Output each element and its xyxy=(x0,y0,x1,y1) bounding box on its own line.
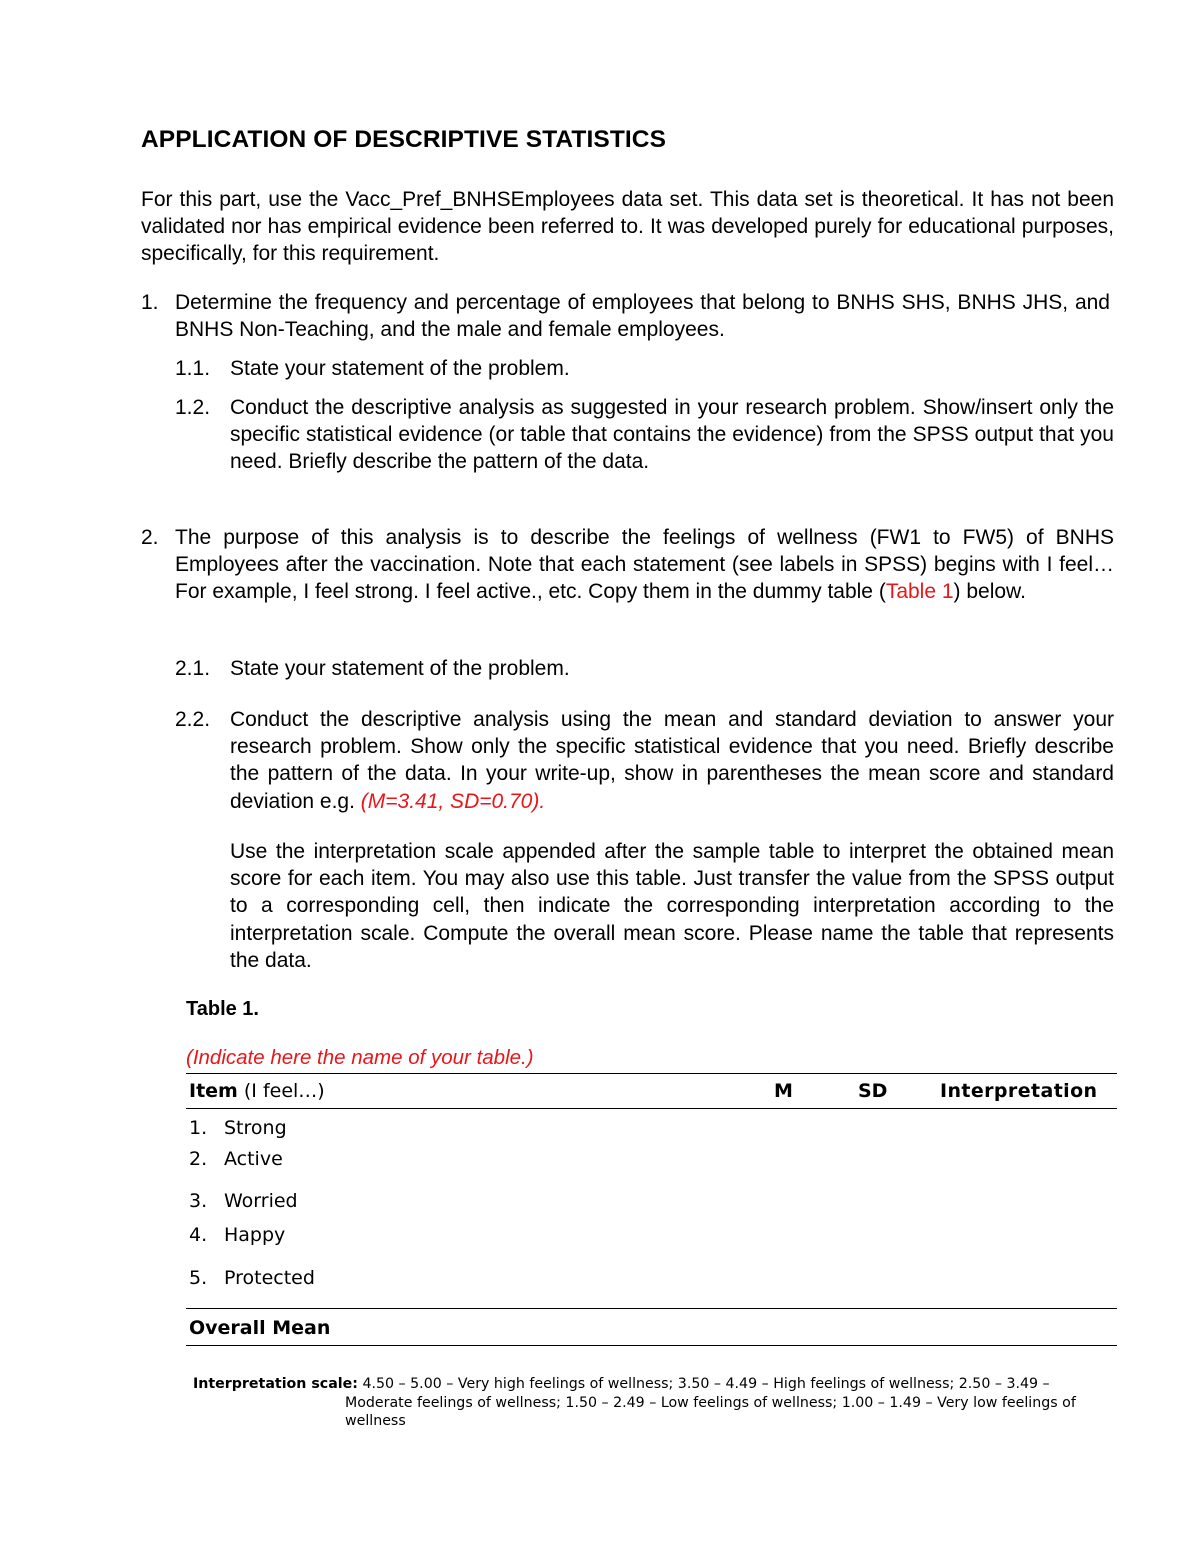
q2-2-text xyxy=(230,706,1114,815)
column-header-sd: SD xyxy=(858,1080,888,1102)
row-label: Happy xyxy=(224,1224,286,1246)
row-number: 5. xyxy=(189,1267,208,1289)
q1-2-text: Conduct the descriptive analysis as suggested in your research problem. Show/insert only the specific statistical evidence (or table that contains the evidence) from the SPSS output that you need. Briefly describe the pattern of the data. xyxy=(230,396,1114,474)
interpretation-scale-line-3: wellness xyxy=(345,1413,406,1429)
intro-paragraph: For this part, use the Vacc_Pref_BNHSEmployees data set. This data set is theoretical. It has not been validated nor has empirical evidence been referred to. It was developed purely for educational purposes, specifically, for this requirement. xyxy=(141,188,1114,266)
q1-number: 1. xyxy=(141,291,159,314)
q1-text: Determine the frequency and percentage of employees that belong to BNHS SHS, BNHS JHS, and BNHS Non-Teaching, and the male and female employees. xyxy=(175,291,1110,342)
column-header-m: M xyxy=(774,1080,793,1102)
q1-1-number: 1.1. xyxy=(175,357,211,380)
q2-2-paragraph-2: Use the interpretation scale appended after the sample table to interpret the obtained mean score for each item. You may also use this table. Just transfer the value from the SPSS output to a corresponding cell, then indicate the corresponding interpretation according to the interpretation scale. Compute the overall mean score. Please name the table that represents the data. xyxy=(230,840,1114,972)
q2-1-text: State your statement of the problem. xyxy=(230,657,570,680)
q2-number: 2. xyxy=(141,526,159,549)
q1-1-text: State your statement of the problem. xyxy=(230,357,570,380)
row-label: Active xyxy=(224,1148,283,1170)
table-name-placeholder: (Indicate here the name of your table.) xyxy=(186,1046,534,1069)
row-number: 1. xyxy=(189,1117,208,1139)
table-header-rule xyxy=(186,1108,1117,1109)
interpretation-scale-line-2: Moderate feelings of wellness; 1.50 – 2.49 – Low feelings of wellness; 1.00 – 1.49 – Very low feelings of xyxy=(345,1395,1076,1411)
column-header-item-bold: Item xyxy=(189,1080,238,1102)
table-bottom-rule xyxy=(186,1345,1117,1346)
overall-mean-label: Overall Mean xyxy=(189,1317,331,1339)
interpretation-scale-text-1: 4.50 – 5.00 – Very high feelings of wellness; 3.50 – 4.49 – High feelings of wellness; 2.50 – 3.49 – xyxy=(362,1376,1050,1392)
q1-2-number: 1.2. xyxy=(175,396,211,419)
row-label: Strong xyxy=(224,1117,287,1139)
q2-1-number: 2.1. xyxy=(175,657,211,680)
example-mean-sd: (M=3.41, SD=0.70). xyxy=(360,789,546,813)
interpretation-scale-line-1 xyxy=(193,1375,1050,1394)
page-title: APPLICATION OF DESCRIPTIVE STATISTICS xyxy=(141,126,667,153)
row-number: 4. xyxy=(189,1224,208,1246)
interpretation-scale-label: Interpretation scale: xyxy=(193,1376,358,1392)
q2-text-after: ) below. xyxy=(953,580,1026,604)
table-1-reference: Table 1 xyxy=(885,580,954,604)
table-overall-rule xyxy=(186,1308,1117,1309)
q2-text-before: The purpose of this analysis is to describe the feelings of wellness (FW1 to FW5) of BNHS Employees after the vaccination. Note that each statement (see labels in SPSS) begins with I feel… For example, I feel strong. I feel active., etc. Copy them in the dummy table ( xyxy=(175,526,1114,604)
row-label: Worried xyxy=(224,1190,298,1212)
row-label: Protected xyxy=(224,1267,315,1289)
row-number: 3. xyxy=(189,1190,208,1212)
q2-2-text-main: Conduct the descriptive analysis using the mean and standard deviation to answer your research problem. Show only the specific statistical evidence that you need. Briefly describe the pattern of the data. In your write-up, show in parentheses the mean score and standard deviation e.g. xyxy=(230,708,1114,813)
q2-2-number: 2.2. xyxy=(175,708,211,731)
q2-text xyxy=(175,524,1114,606)
column-header-item-rest: (I feel…) xyxy=(237,1080,325,1102)
row-number: 2. xyxy=(189,1148,208,1170)
table-label: Table 1. xyxy=(186,998,259,1020)
table-top-rule xyxy=(186,1073,1117,1074)
column-header-interpretation: Interpretation xyxy=(940,1080,1098,1102)
column-header-item xyxy=(189,1080,325,1102)
